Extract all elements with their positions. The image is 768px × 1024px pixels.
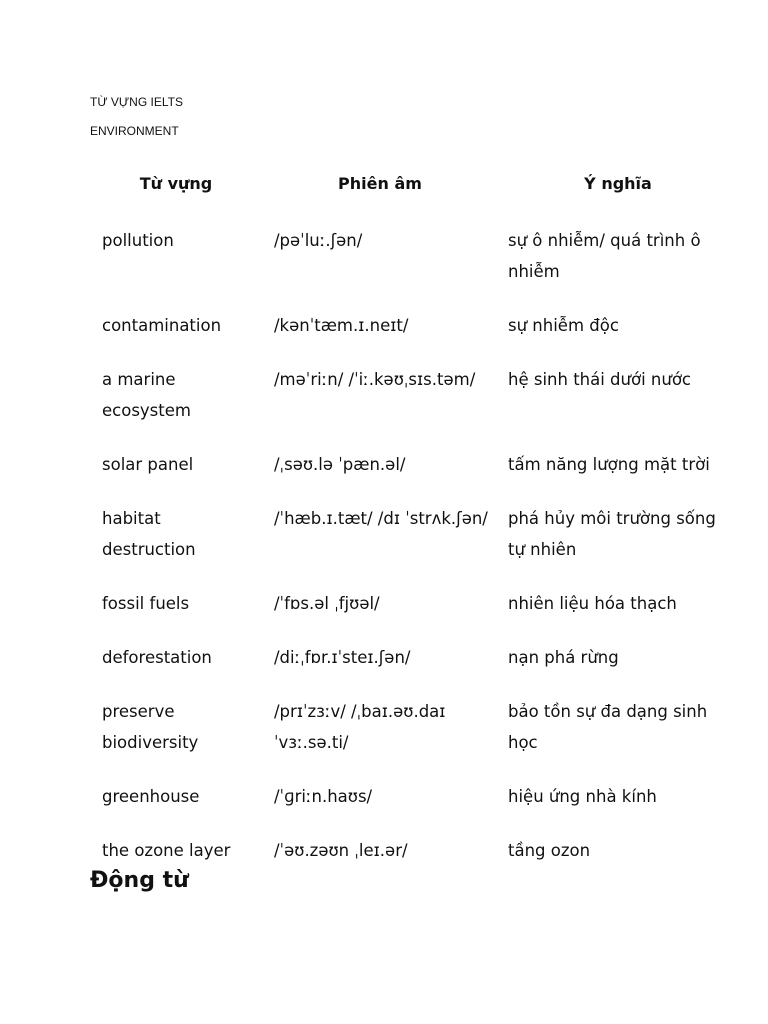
meaning-cell: sự nhiễm độc [508,316,619,335]
meaning-cell: sự ô nhiễm/ quá trình ô nhiễm [508,231,701,281]
pronunciation-cell: /ˈɡriːn.haʊs/ [274,787,373,806]
pronunciation-cell: /məˈriːn/ /ˈiː.kəʊˌsɪs.təm/ [274,370,476,389]
meaning-cell: tấm năng lượng mặt trời [508,455,710,474]
word-cell: fossil fuels [102,594,190,613]
table-row [90,364,738,449]
table-row [90,588,738,642]
meaning-cell: nhiên liệu hóa thạch [508,594,677,613]
meaning-cell: hiệu ứng nhà kính [508,787,657,806]
pronunciation-cell: /prɪˈzɜːv/ /ˌbaɪ.əʊ.daɪ ˈvɜː.sə.ti/ [274,702,446,752]
document-topic: ENVIRONMENT [90,124,179,138]
meaning-cell: nạn phá rừng [508,648,619,667]
table-header-row [90,163,738,203]
meaning-cell: bảo tồn sự đa dạng sinh học [508,702,708,752]
word-cell: a marine ecosystem [102,370,191,420]
vocabulary-table [90,163,738,866]
meaning-cell: tầng ozon [508,841,591,860]
pronunciation-cell: /ˈfɒs.əl ˌfjʊəl/ [274,594,380,613]
word-cell: greenhouse [102,787,200,806]
table-row [90,203,738,310]
meaning-cell: phá hủy môi trường sống tự nhiên [508,509,716,559]
section-heading-verbs: Động từ [90,868,189,893]
word-cell: the ozone layer [102,841,231,860]
document-title: TỪ VỰNG IELTS [90,95,183,109]
word-cell: preserve biodiversity [102,702,199,752]
table-row [90,503,738,588]
pronunciation-cell: /ˈhæb.ɪ.tæt/ /dɪ ˈstrʌk.ʃən/ [274,509,488,528]
table-row [90,781,738,835]
column-header-word: Từ vựng [139,173,213,193]
word-cell: pollution [102,231,174,250]
word-cell: solar panel [102,455,194,474]
word-cell: deforestation [102,648,212,667]
table-row [90,642,738,696]
table-row [90,310,738,364]
pronunciation-cell: /diːˌfɒr.ɪˈsteɪ.ʃən/ [274,648,411,667]
word-cell: habitat destruction [102,509,196,559]
column-header-pronunciation: Phiên âm [338,173,422,193]
column-header-meaning: Ý nghĩa [584,173,652,193]
table-row [90,449,738,503]
table-row [90,835,738,866]
word-cell: contamination [102,316,222,335]
pronunciation-cell: /ˌsəʊ.lə ˈpæn.əl/ [274,455,406,474]
meaning-cell: hệ sinh thái dưới nước [508,370,691,389]
pronunciation-cell: /ˈəʊ.zəʊn ˌleɪ.ər/ [274,841,408,860]
table-row [90,696,738,781]
pronunciation-cell: /pəˈluː.ʃən/ [274,231,363,250]
pronunciation-cell: /kənˈtæm.ɪ.neɪt/ [274,316,409,335]
